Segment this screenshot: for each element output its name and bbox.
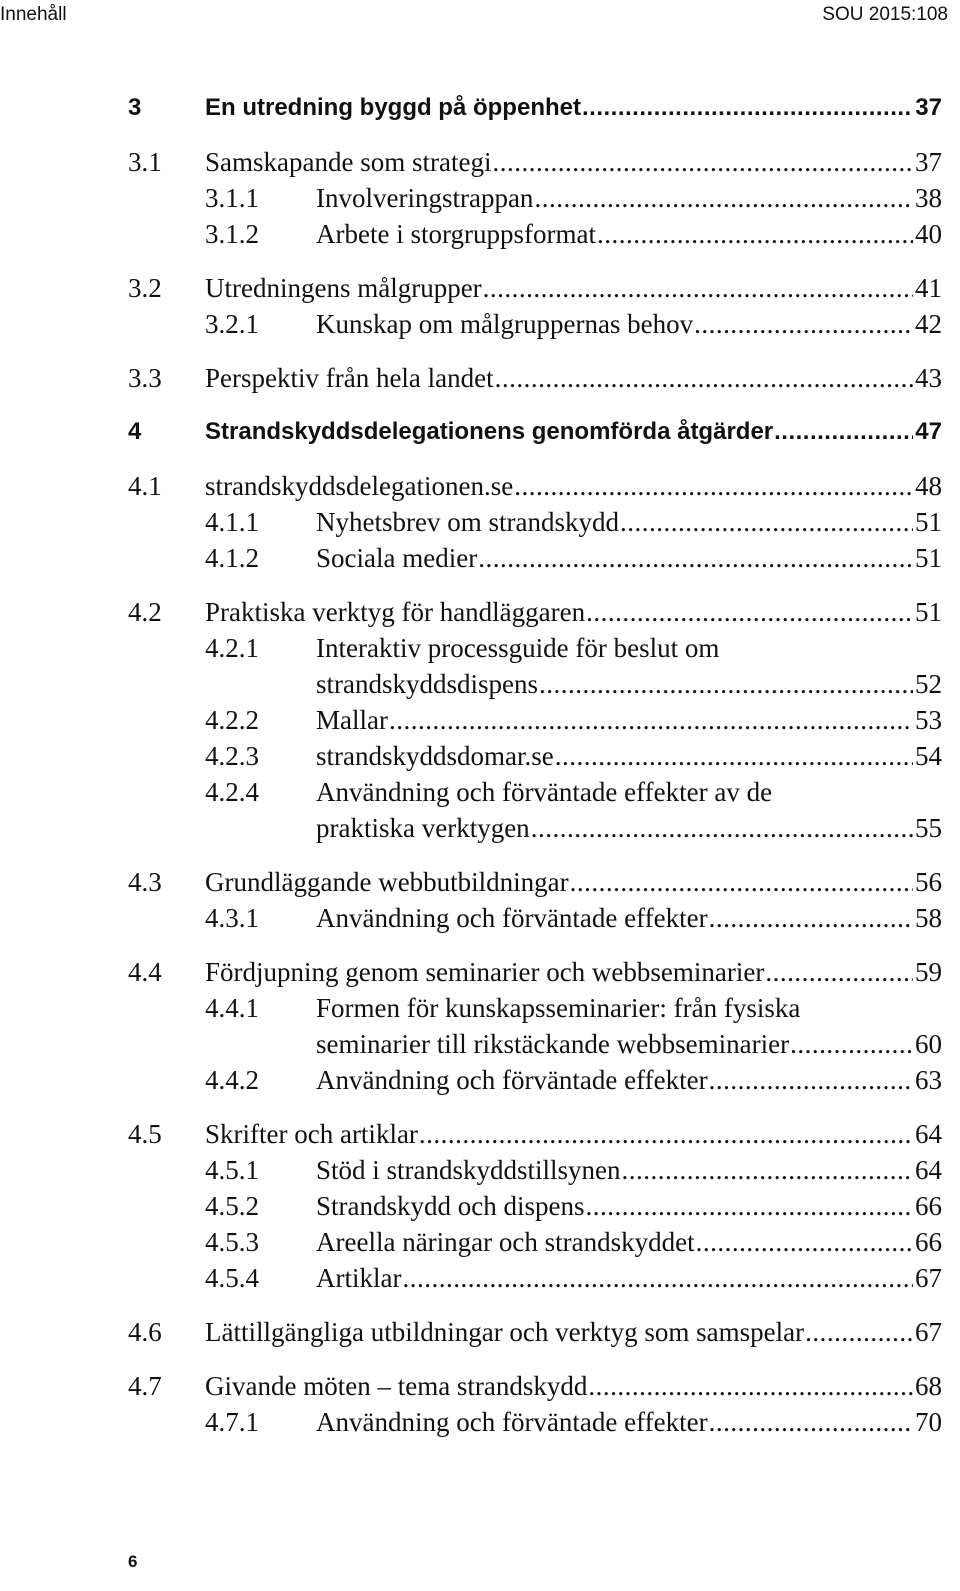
dot-leader	[585, 1188, 913, 1224]
dot-leader	[588, 1368, 913, 1404]
dot-leader	[790, 1026, 913, 1062]
toc-entry[interactable]	[0, 1368, 960, 1404]
dot-leader	[514, 468, 913, 504]
dot-leader	[694, 306, 913, 342]
toc-entry-title: Användning och förväntade effekter	[316, 1407, 708, 1437]
toc-entry-number: 3.2.1	[205, 309, 259, 339]
toc-entry-number: 4.2.1	[205, 633, 259, 663]
page-number: 6	[128, 1552, 138, 1571]
toc-entry-title-line	[316, 1224, 942, 1260]
toc-entry-title-line	[316, 180, 942, 216]
toc-entry[interactable]	[0, 1314, 960, 1350]
toc-entry-page: 41	[915, 273, 942, 303]
toc-entry-number: 4.4.2	[205, 1065, 259, 1095]
toc-entry-number: 4.1.2	[205, 543, 259, 573]
toc-entry-title-line	[316, 1188, 942, 1224]
toc-entry-number: 4.5.3	[205, 1227, 259, 1257]
toc-entry-title-line	[205, 1368, 942, 1404]
running-header-section: Innehåll	[0, 4, 67, 25]
dot-leader	[534, 180, 913, 216]
toc-entry-number: 4.5.1	[205, 1155, 259, 1185]
toc-entry-title-line	[316, 504, 942, 540]
toc-entry-number: 4.7	[128, 1371, 162, 1401]
toc-entry-title-line	[205, 954, 942, 990]
toc-entry-title: Samskapande som strategi	[205, 147, 492, 177]
toc-entry-title-line	[316, 1062, 942, 1098]
toc-entry-title-line	[316, 990, 942, 1026]
dot-leader	[531, 810, 913, 846]
toc-entry-title-line	[316, 810, 942, 846]
dot-leader	[492, 144, 913, 180]
toc-entry-title-line	[205, 594, 942, 630]
toc-entry-title-line	[316, 306, 942, 342]
toc-entry-number: 4.3	[128, 867, 162, 897]
dot-leader	[582, 90, 913, 126]
dot-leader	[709, 900, 913, 936]
toc-entry-page: 64	[915, 1155, 942, 1185]
toc-entry[interactable]	[0, 1152, 960, 1188]
toc-entry-number: 3.1	[128, 147, 162, 177]
dot-leader	[570, 864, 913, 900]
toc-entry-page: 51	[915, 507, 942, 537]
toc-entry-number: 4.5.2	[205, 1191, 259, 1221]
toc-entry[interactable]	[0, 180, 960, 216]
toc-entry-title-line	[316, 666, 942, 702]
toc-entry-page: 66	[915, 1227, 942, 1257]
dot-leader	[478, 540, 913, 576]
toc-entry-page: 58	[915, 903, 942, 933]
toc-entry-title-line	[205, 90, 942, 126]
toc-entry[interactable]	[0, 774, 960, 810]
toc-entry[interactable]	[0, 216, 960, 252]
toc-entry-title: En utredning byggd på öppenhet	[205, 94, 581, 121]
dot-leader	[765, 954, 913, 990]
toc-entry[interactable]	[0, 630, 960, 666]
toc-entry-title: Användning och förväntade effekter	[316, 903, 708, 933]
toc-entry-title-line	[316, 216, 942, 252]
toc-entry-page: 70	[915, 1407, 942, 1437]
toc-entry-title: Involveringstrappan	[316, 183, 534, 213]
toc-entry-number: 4.4	[128, 957, 162, 987]
dot-leader	[805, 1314, 913, 1350]
toc-entry-title: Artiklar	[316, 1263, 402, 1293]
toc-entry-title: Lättillgängliga utbildningar och verktyg som samspelar	[205, 1317, 805, 1347]
toc-entry-page: 42	[915, 309, 942, 339]
dot-leader	[696, 1224, 913, 1260]
toc-entry-title-continued: praktiska verktygen	[316, 813, 530, 843]
toc-entry-title: Stöd i strandskyddstillsynen	[316, 1155, 621, 1185]
toc-entry[interactable]	[0, 990, 960, 1026]
toc-entry-title-line	[205, 270, 942, 306]
toc-entry-continuation[interactable]	[0, 666, 960, 702]
toc-entry-page: 37	[915, 94, 942, 121]
dot-leader	[555, 738, 913, 774]
toc-entry-page: 67	[915, 1317, 942, 1347]
toc-entry-page: 51	[915, 597, 942, 627]
toc-entry-title-line	[316, 738, 942, 774]
toc-entry[interactable]	[0, 864, 960, 900]
toc-entry-number: 3.2	[128, 273, 162, 303]
toc-entry-continuation[interactable]	[0, 1026, 960, 1062]
toc-entry-title: Fördjupning genom seminarier och webbseminarier	[205, 957, 765, 987]
toc-entry-title-continued: seminarier till rikstäckande webbseminarier	[316, 1029, 790, 1059]
toc-entry-title-line	[205, 1314, 942, 1350]
toc-entry-title: Mallar	[316, 705, 388, 735]
toc-entry-title-line	[316, 900, 942, 936]
toc-entry-title: Interaktiv processguide för beslut om	[316, 633, 720, 663]
toc-entry[interactable]	[0, 1062, 960, 1098]
dot-leader	[620, 504, 913, 540]
toc-entry-title-line	[316, 702, 942, 738]
toc-entry-page: 38	[915, 183, 942, 213]
toc-entry-page: 63	[915, 1065, 942, 1095]
toc-entry-page: 40	[915, 219, 942, 249]
toc-entry[interactable]	[0, 954, 960, 990]
toc-entry-page: 60	[915, 1029, 942, 1059]
toc-entry-number: 4.5	[128, 1119, 162, 1149]
toc-entry-title: Formen för kunskapsseminarier: från fysiska	[316, 993, 801, 1023]
dot-leader	[586, 594, 913, 630]
toc-entry-number: 4.2.3	[205, 741, 259, 771]
toc-entry-number: 3.1.2	[205, 219, 259, 249]
toc-entry-page: 56	[915, 867, 942, 897]
toc-entry[interactable]	[0, 594, 960, 630]
dot-leader	[402, 1260, 913, 1296]
toc-entry-page: 43	[915, 363, 942, 393]
toc-entry[interactable]	[0, 1224, 960, 1260]
toc-entry[interactable]	[0, 1188, 960, 1224]
toc-entry-title: Strandskydd och dispens	[316, 1191, 585, 1221]
toc-entry[interactable]	[0, 504, 960, 540]
dot-leader	[709, 1404, 913, 1440]
toc-entry-page: 47	[915, 418, 942, 445]
toc-entry[interactable]	[0, 1116, 960, 1152]
toc-entry-title-line	[205, 144, 942, 180]
toc-entry[interactable]	[0, 738, 960, 774]
toc-entry-title: Utredningens målgrupper	[205, 273, 482, 303]
toc-entry-page: 68	[915, 1371, 942, 1401]
toc-entry-number: 4.1	[128, 471, 162, 501]
toc-entry[interactable]	[0, 702, 960, 738]
toc-entry-title: strandskyddsdomar.se	[316, 741, 554, 771]
toc-entry-number: 4.2.2	[205, 705, 259, 735]
toc-entry-page: 55	[915, 813, 942, 843]
toc-entry-number: 3.1.1	[205, 183, 259, 213]
toc-entry-number: 4	[128, 418, 142, 445]
toc-entry-title-line	[316, 630, 942, 666]
toc-entry[interactable]	[0, 540, 960, 576]
toc-entry-number: 4.7.1	[205, 1407, 259, 1437]
toc-entry-number: 3.3	[128, 363, 162, 393]
toc-entry-title-line	[205, 1116, 942, 1152]
toc-entry-title-line	[316, 540, 942, 576]
toc-entry-title: Grundläggande webbutbildningar	[205, 867, 569, 897]
dot-leader	[419, 1116, 913, 1152]
toc-entry[interactable]	[0, 270, 960, 306]
toc-entry-title-line	[316, 1260, 942, 1296]
toc-entry-title-line	[316, 1152, 942, 1188]
toc-entry-number: 4.6	[128, 1317, 162, 1347]
toc-entry[interactable]	[0, 900, 960, 936]
toc-entry-number: 4.3.1	[205, 903, 259, 933]
dot-leader	[597, 216, 913, 252]
toc-entry[interactable]	[0, 414, 960, 450]
toc-entry-page: 48	[915, 471, 942, 501]
toc-entry-title: Givande möten – tema strandskydd	[205, 1371, 588, 1401]
toc-entry[interactable]	[0, 1404, 960, 1440]
dot-leader	[774, 414, 913, 450]
toc-entry-number: 4.4.1	[205, 993, 259, 1023]
toc-entry-title-line	[205, 468, 942, 504]
toc-entry-title-line	[205, 864, 942, 900]
toc-entry-title: Användning och förväntade effekter	[316, 1065, 708, 1095]
toc-entry-page: 53	[915, 705, 942, 735]
toc-entry-title-line	[205, 360, 942, 396]
toc-entry-number: 4.2.4	[205, 777, 259, 807]
toc-entry[interactable]	[0, 306, 960, 342]
toc-entry-number: 4.2	[128, 597, 162, 627]
toc-entry-title: Perspektiv från hela landet	[205, 363, 494, 393]
toc-entry-title: Användning och förväntade effekter av de	[316, 777, 773, 807]
toc-entry[interactable]	[0, 468, 960, 504]
dot-leader	[539, 666, 913, 702]
toc-entry-number: 4.5.4	[205, 1263, 259, 1293]
toc-entry-page: 52	[915, 669, 942, 699]
toc-entry-page: 67	[915, 1263, 942, 1293]
toc-entry-title: strandskyddsdelegationen.se	[205, 471, 514, 501]
toc-entry-number: 4.1.1	[205, 507, 259, 537]
toc-entry-page: 54	[915, 741, 942, 771]
toc-entry-title: Areella näringar och strandskyddet	[316, 1227, 695, 1257]
dot-leader	[495, 360, 913, 396]
toc-entry-page: 51	[915, 543, 942, 573]
toc-entry-continuation[interactable]	[0, 810, 960, 846]
toc-entry-title-line	[316, 1404, 942, 1440]
toc-entry-title: Skrifter och artiklar	[205, 1119, 418, 1149]
toc-entry-title: Strandskyddsdelegationens genomförda åtgärder	[205, 418, 774, 445]
toc-entry-page: 66	[915, 1191, 942, 1221]
toc-entry-title: Sociala medier	[316, 543, 478, 573]
toc-entry-page: 64	[915, 1119, 942, 1149]
toc-entry-title-line	[316, 774, 942, 810]
dot-leader	[709, 1062, 913, 1098]
toc-entry[interactable]	[0, 144, 960, 180]
toc-entry[interactable]	[0, 360, 960, 396]
running-header-document-id: SOU 2015:108	[822, 4, 948, 25]
toc-entry-title: Nyhetsbrev om strandskydd	[316, 507, 619, 537]
toc-entry-title-line	[316, 1026, 942, 1062]
toc-entry-page: 37	[915, 147, 942, 177]
toc-entry-title: Kunskap om målgruppernas behov	[316, 309, 694, 339]
toc-entry-title-continued: strandskyddsdispens	[316, 669, 538, 699]
toc-entry[interactable]	[0, 1260, 960, 1296]
toc-entry-title-line	[205, 414, 942, 450]
toc-entry-number: 3	[128, 94, 142, 121]
dot-leader	[483, 270, 913, 306]
toc-entry-page: 59	[915, 957, 942, 987]
toc-entry-title: Arbete i storgruppsformat	[316, 219, 596, 249]
dot-leader	[389, 702, 913, 738]
toc-entry-title: Praktiska verktyg för handläggaren	[205, 597, 586, 627]
toc-entry[interactable]	[0, 90, 960, 126]
dot-leader	[622, 1152, 913, 1188]
